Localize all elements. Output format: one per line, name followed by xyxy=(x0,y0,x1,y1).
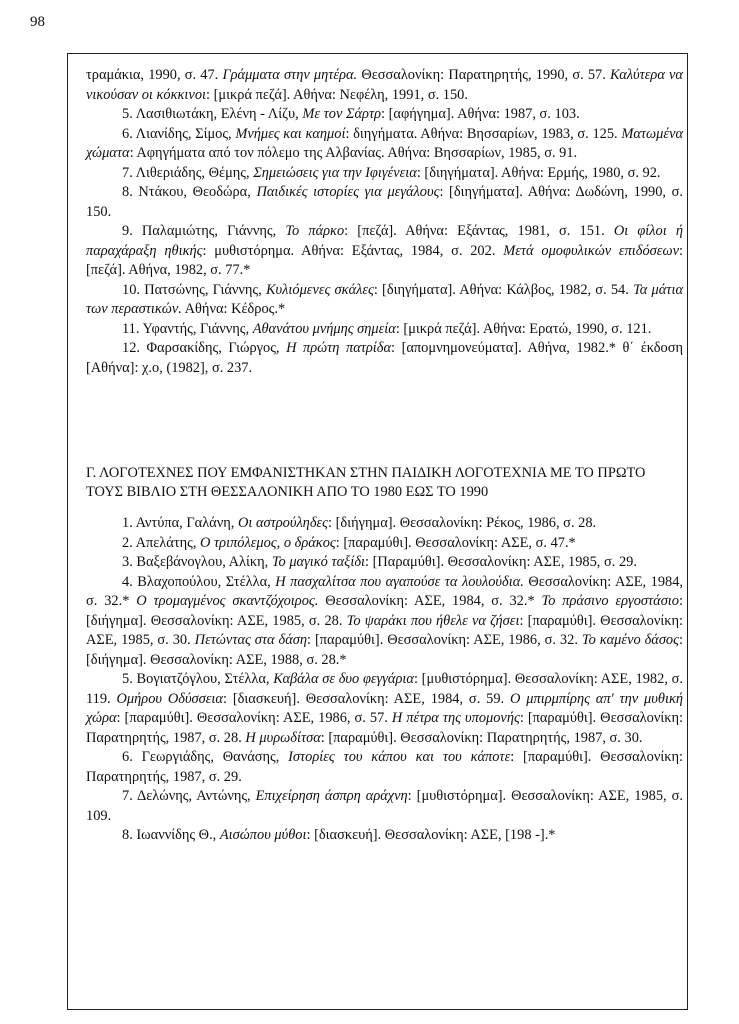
entry-title: Με τον Σάρτρ xyxy=(302,106,382,122)
bibliography-entry xyxy=(86,826,683,846)
entry-text: 4. Βλαχοπούλου, Στέλλα, xyxy=(122,573,276,590)
entry-text: : [διηγήματα]. Αθήνα: Κάλβος, 1982, σ. 54. xyxy=(373,281,634,298)
entry-title: Πετώντας στα δάση xyxy=(194,632,308,648)
bibliography-entry xyxy=(86,164,683,184)
entry-text: 7. Δελώνης, Αντώνης, xyxy=(122,788,256,804)
entry-text: : Αφηγήματα από τον πόλεμο της Αλβανίας. Αθήνα: Βησσαρίων, 1985, σ. 91. xyxy=(129,145,578,161)
entry-text: 7. Λιθεριάδης, Θέμης, xyxy=(122,164,254,181)
entry-title: Η πρώτη πατρίδα xyxy=(286,340,392,356)
entry-text: : [παραμύθι]. Θεσσαλονίκη: ΑΣΕ, 1986, σ. 57. xyxy=(116,710,392,726)
entry-title: Επιχείρηση άσπρη αράχνη xyxy=(255,788,408,804)
entry-text: : [μυθιστόρημα]. Θεσσαλονίκη: ΑΣΕ, 1985, σ. 109. xyxy=(86,788,683,824)
entry-title: Τα μάτια των περαστικών. xyxy=(86,281,683,317)
entry-title: Καβάλα σε δυο φεγγάρια xyxy=(273,671,414,687)
entry-text: Θεσσαλονίκη: ΑΣΕ, 1984, σ. 32.* xyxy=(86,573,684,609)
entry-title: Το καμένο δάσος xyxy=(581,632,679,648)
entry-text: : μυθιστόρημα. Αθήνα: Εξάντας, 1984, σ. 202. xyxy=(202,242,504,259)
entry-text: : [διήγημα]. Θεσσαλονίκη: ΑΣΕ, 1985, σ. 28. xyxy=(86,593,683,629)
entry-title: Το πράσινο εργοστάσιο xyxy=(541,593,679,609)
entry-text: 6. Λιανίδης, Σίμος, xyxy=(122,125,236,142)
entry-title: Οι αστρούληδες xyxy=(237,515,329,531)
bibliography-entry xyxy=(86,320,683,340)
entry-text: 6. Γεωργιάδης, Θανάσης, xyxy=(122,749,289,765)
entry-text: : [διηγήματα]. Αθήνα: Δωδώνη, 1990, σ. 150. xyxy=(86,184,683,220)
entry-title: Μνήμες και καημοί xyxy=(235,125,346,142)
entry-text: : [παραμύθι]. Θεσσαλονίκη: ΑΣΕ, 1986, σ. 32. xyxy=(307,632,582,648)
bibliography-entry xyxy=(86,125,683,164)
entry-title: Αισώπου μύθοι xyxy=(219,827,307,843)
entry-text: 8. Ιωαννίδης Θ., xyxy=(122,827,220,843)
entry-title: Ο τριπόλεμος, ο δράκος xyxy=(200,534,336,551)
entry-text: 12. Φαρσακίδης, Γιώργος, xyxy=(122,340,287,356)
bibliography-entry xyxy=(86,787,683,826)
entry-title: Παιδικές ιστορίες για μεγάλους xyxy=(256,184,440,200)
entry-text: : [απομνημονεύματα]. Αθήνα, 1982.* θ΄ έκδοση [Αθήνα]: χ.ο, (1982], σ. 237. xyxy=(86,340,683,376)
entry-text: 9. Παλαμιώτης, Γιάννης, xyxy=(122,223,286,239)
entry-text: : [διασκευή]. Θεσσαλονίκη: ΑΣΕ, [198 -].* xyxy=(306,827,556,843)
entry-title: Η πασχαλίτσα που αγαπούσε τα λουλούδια. xyxy=(275,573,524,590)
bibliography-entry xyxy=(86,573,683,671)
entry-text: : διηγήματα. Αθήνα: Βησσαρίων, 1983, σ. 125. xyxy=(345,125,622,142)
entry-text: : [παραμύθι]. Θεσσαλονίκη: Παρατηρητής, 1987, σ. 29. xyxy=(86,749,683,785)
entry-text: : [πεζά]. Αθήνα, 1982, σ. 77.* xyxy=(86,242,683,278)
entry-title: Η πέτρα της υπομονής xyxy=(391,710,520,726)
entry-title: Το ψαράκι που ήθελε να ζήσει xyxy=(346,612,520,629)
section-c-heading: Γ. ΛΟΓΟΤΕΧΝΕΣ ΠΟΥ ΕΜΦΑΝΙΣΤΗΚΑΝ ΣΤΗΝ ΠΑΙΔΙΚΗ ΛΟΓΟΤΕΧΝΙΑ ΜΕ ΤΟ ΠΡΩΤΟ ΤΟΥΣ ΒΙΒΛΙΟ ΣΤΗ ΘΕΣΣΑΛΟΝΙΚΗ ΑΠΟ ΤΟ 1980 ΕΩΣ ΤΟ 1990 xyxy=(86,465,646,500)
entry-text: 5. Λασιθιωτάκη, Ελένη - Λίζυ, xyxy=(122,106,303,122)
entry-title: Το μαγικό ταξίδι xyxy=(271,554,366,570)
entry-title: Ο μπιρμπίρης απ' την μυθική χώρα xyxy=(86,690,683,726)
entry-text: 5. Βογιατζόγλου, Στέλλα, xyxy=(122,671,274,687)
entry-text: Θεσσαλονίκη: ΑΣΕ, 1984, σ. 32.* xyxy=(318,593,542,609)
entry-text: 10. Πατσώνης, Γιάννης, xyxy=(122,281,266,298)
entry-text: 8. Ντάκου, Θεοδώρα, xyxy=(122,184,257,200)
section-b-list xyxy=(86,66,683,378)
entry-title: Αθανάτου μνήμης σημεία xyxy=(252,320,396,337)
entry-title: Ιστορίες του κάπου και του κάποτε xyxy=(288,749,511,765)
entry-text: : [μικρά πεζά]. Αθήνα: Νεφέλη, 1991, σ. 150. xyxy=(206,86,468,103)
entry-title: Ομήρου Οδύσσεια xyxy=(116,690,223,707)
bibliography-entry xyxy=(86,183,683,222)
entry-title: Ο τρομαγμένος σκαντζόχοιρος. xyxy=(136,593,319,609)
entry-text: 3. Βαξεβάνογλου, Αλίκη, xyxy=(122,554,272,570)
entry-text: : [παραμύθι]. Θεσσαλονίκη: Παρατηρητής, 1987, σ. 30. xyxy=(320,729,643,746)
entry-text: 11. Υφαντής, Γιάννης, xyxy=(122,320,253,337)
entry-text: 1. Αντύπα, Γαλάνη, xyxy=(122,515,238,531)
entry-title: Ματωμένα χώματα xyxy=(86,125,684,161)
entry-text: : [παραμύθι]. Θεσσαλονίκη: ΑΣΕ, σ. 47.* xyxy=(335,534,576,551)
entry-text: : [μικρά πεζά]. Αθήνα: Ερατώ, 1990, σ. 121. xyxy=(395,320,652,337)
entry-text: Θεσσαλονίκη: Παρατηρητής, 1990, σ. 57. xyxy=(357,67,611,83)
bibliography-entry xyxy=(86,222,683,281)
bibliography-entry xyxy=(86,105,683,125)
entry-title: Το πάρκο xyxy=(285,223,345,239)
entry-title: Κυλιόμενες σκάλες xyxy=(265,281,374,298)
section-c-list xyxy=(86,514,683,846)
entry-title: Η μυρωδίτσα xyxy=(245,729,321,746)
entry-title: Μετά ομοφυλικών επιδόσεων xyxy=(503,242,679,259)
bibliography-entry xyxy=(86,670,683,748)
entry-text: : [αφήγημα]. Αθήνα: 1987, σ. 103. xyxy=(381,106,580,122)
page-number: 98 xyxy=(30,14,45,30)
bibliography-entry xyxy=(86,534,683,554)
entry-title: Καλύτερα να νικούσαν οι κόκκινοι xyxy=(86,67,683,103)
bibliography-entry xyxy=(86,514,683,534)
entry-text: : [διήγημα]. Θεσσαλονίκη: Ρέκος, 1986, σ. 28. xyxy=(328,515,597,531)
entry-text: : [παραμύθι]. Θεσσαλονίκη: Παρατηρητής, 1987, σ. 28. xyxy=(86,710,683,746)
entry-text: τραμάκια, 1990, σ. 47. xyxy=(86,67,223,83)
page-content xyxy=(86,66,683,846)
entry-text: : [διασκευή]. Θεσσαλονίκη: ΑΣΕ, 1984, σ. 59. xyxy=(222,690,511,707)
bibliography-entry xyxy=(86,339,683,378)
bibliography-entry xyxy=(86,281,683,320)
entry-title: Σημειώσεις για την Ιφιγένεια xyxy=(253,164,417,181)
entry-text: 2. Απελάτης, xyxy=(122,534,201,551)
entry-text: Αθήνα: Κέδρος.* xyxy=(181,301,286,317)
bibliography-entry xyxy=(86,553,683,573)
entry-title: Οι φίλοι ή παραχάραξη ηθικής xyxy=(86,223,683,259)
entry-text: : [Παραμύθι]. Θεσσαλονίκη: ΑΣΕ, 1985, σ. 29. xyxy=(365,554,637,570)
bibliography-entry xyxy=(86,748,683,787)
entry-text: : [παραμύθι]. Θεσσαλονίκη: ΑΣΕ, 1985, σ. 30. xyxy=(86,612,683,648)
bibliography-entry xyxy=(86,66,683,105)
entry-text: : [διήγημα]. Θεσσαλονίκη: ΑΣΕ, 1988, σ. 28.* xyxy=(86,632,683,668)
entry-text: : [διηγήματα]. Αθήνα: Ερμής, 1980, σ. 92. xyxy=(416,164,661,181)
entry-text: : [μυθιστόρημα]. Θεσσαλονίκη: ΑΣΕ, 1982, σ. 119. xyxy=(86,671,684,707)
entry-text: : [πεζά]. Αθήνα: Εξάντας, 1981, σ. 151. xyxy=(344,223,614,239)
entry-title: Γράμματα στην μητέρα. xyxy=(222,67,358,83)
